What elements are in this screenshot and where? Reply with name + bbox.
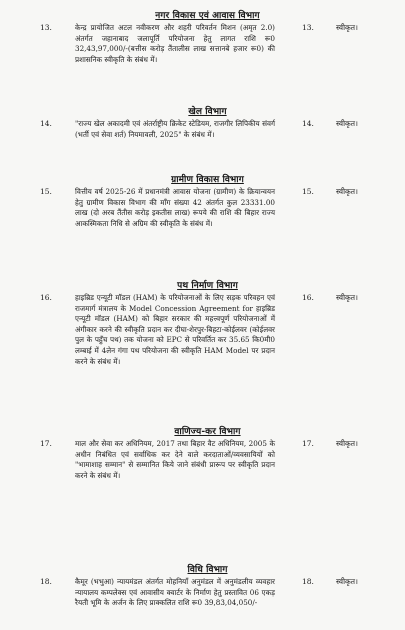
- item-text: केन्द्र प्रायोजित अटल नवीकरण और शहरी परिवर्तन मिशन (अमृत 2.0) अंतर्गत जहानाबाद जलापूर्ति परियोजना हेतु लागत राशि रू0 32,43,97,000/-(बत्तीस करोड़ तैंतालीस लाख सत्तानबे हजार रू0) की प्रशासनिक स्वीकृति के संबंध में।: [75, 23, 275, 64]
- decision-row: [0, 439, 405, 481]
- decision-row: [0, 577, 405, 609]
- item-number: 15.: [40, 187, 52, 196]
- section-law: [0, 562, 405, 609]
- decision-row: [0, 23, 405, 65]
- item-text: वित्तीय वर्ष 2025-26 में प्रधानमंत्री आवास योजना (ग्रामीण) के क्रियान्वयन हेतु ग्रामीण विकास विभाग की माँग संख्या 42 अंतर्गत कुल 23331.00 लाख (दो अरब तैंतीस करोड़ इकतीस लाख) रूपये की राशि की बिहार राज्य आकस्मिकता निधि से अग्रिम की स्वीकृति के संबंध में।: [75, 187, 275, 228]
- item-number-right: 18.: [302, 577, 314, 586]
- department-heading: वाणिज्य-कर विभाग: [174, 427, 241, 437]
- status-text: स्वीकृत।: [336, 439, 358, 448]
- decision-row: [0, 293, 405, 367]
- item-number-right: 15.: [302, 187, 314, 196]
- section-sports: [0, 104, 405, 140]
- item-number: 14.: [40, 119, 52, 128]
- item-number-right: 13.: [302, 23, 314, 32]
- item-number: 17.: [40, 439, 52, 448]
- section-rural-development: [0, 172, 405, 229]
- section-urban-development: [0, 8, 405, 65]
- item-number-right: 16.: [302, 293, 314, 302]
- section-road-construction: [0, 278, 405, 367]
- department-heading: ग्रामीण विकास विभाग: [171, 175, 244, 185]
- status-text: स्वीकृत।: [336, 119, 358, 128]
- item-text: कैमूर (भभुआ) न्यायमंडल अंतर्गत मोहनियाँ अनुमंडल में अनुमंडलीय व्यवहार न्यायालय कम्पलेक्स एवं आवासीय क्वार्टर के निर्माण हेतु प्रस्तावित 06 एकड़ रैयती भूमि के अर्जन के लिए प्राक्कलित राशि रू0 39,83,04,050/-: [75, 577, 275, 608]
- item-text: माल और सेवा कर अधिनियम, 2017 तथा बिहार वैट अधिनियम, 2005 के अधीन निबंधित एवं सर्वाधिक कर देने वाले करदाताओं/व्यवसायियों को "भामाशाह सम्मान" से सम्मानित किये जाने संबंधी प्रारूप पर स्वीकृति प्रदान करने के संबंध में।: [75, 439, 275, 480]
- department-heading: नगर विकास एवं आवास विभाग: [155, 11, 260, 21]
- item-text: "राज्य खेल अकादमी एवं अंतर्राष्ट्रीय क्रिकेट स्टेडियम, राजगीर लिपिकीय संवर्ग (भर्ती एवं सेवा शर्त) नियमावली, 2025" के संबंध में।: [75, 119, 275, 139]
- status-text: स्वीकृत।: [336, 187, 358, 196]
- status-text: स्वीकृत।: [336, 23, 358, 32]
- status-text: स्वीकृत।: [336, 293, 358, 302]
- department-heading: खेल विभाग: [188, 107, 227, 117]
- department-heading: पथ निर्माण विभाग: [177, 281, 238, 291]
- section-commercial-tax: [0, 424, 405, 481]
- item-number: 13.: [40, 23, 52, 32]
- item-text: हाइब्रिड एन्यूटी मॉडल (HAM) के परियोजनाओं के लिए सड़क परिवहन एवं राजमार्ग मंत्रालय के Model Concession Agreement for हाइब्रिड एन्यूटी मॉडल (HAM) को बिहार सरकार की महत्त्वपूर्ण परियोजनाओं में अंगीकार करने की स्वीकृति प्रदान कर दीघा-शेरपुर-बिहटा-कोईलवर (कोईलवर पुल के पहुँच पथ) तक योजना को EPC से परिवर्तित कर 35.65 कि0मी0 लम्बाई में 4लेन गंगा पथ परियोजना की स्वीकृति HAM Model पर प्रदान करने के संबंध में।: [75, 293, 275, 366]
- item-number-right: 14.: [302, 119, 314, 128]
- item-number: 18.: [40, 577, 52, 586]
- department-heading: विधि विभाग: [187, 565, 228, 575]
- item-number: 16.: [40, 293, 52, 302]
- status-text: स्वीकृत।: [336, 577, 358, 586]
- decision-row: [0, 187, 405, 229]
- item-number-right: 17.: [302, 439, 314, 448]
- decision-row: [0, 119, 405, 140]
